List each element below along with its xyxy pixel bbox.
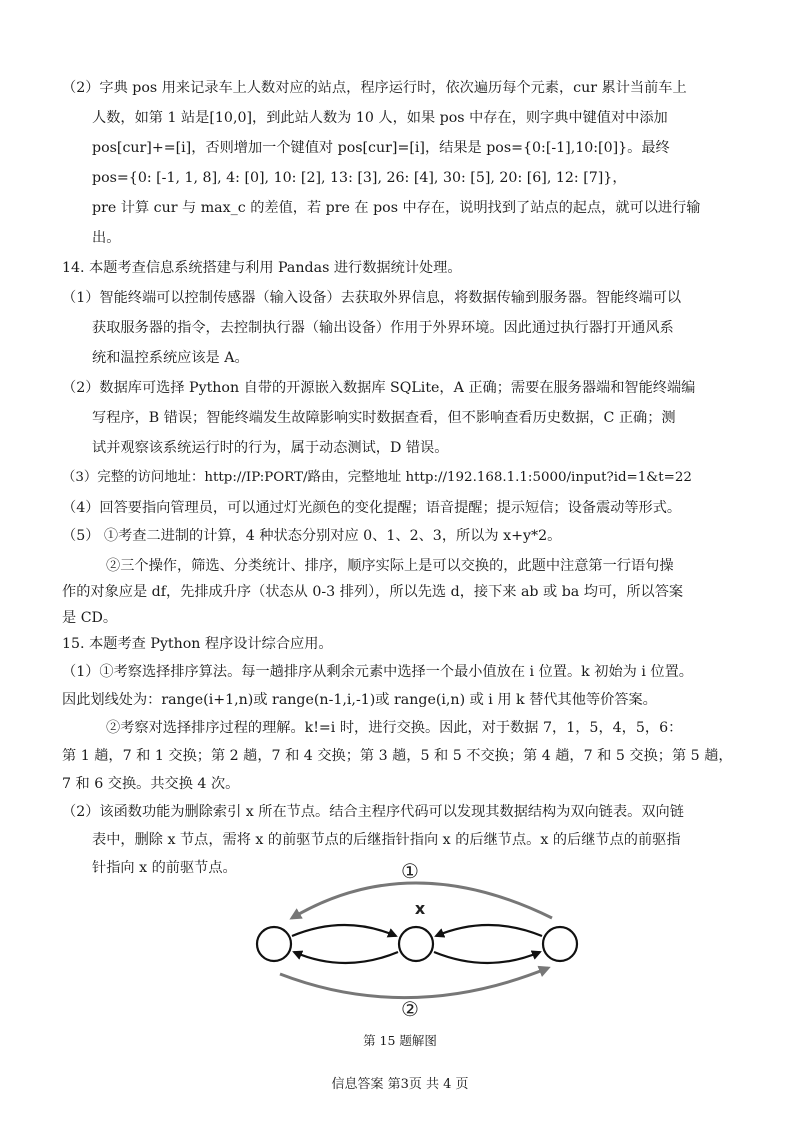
page-footer: 信息答案 第3页 共 4 页 [331, 1077, 469, 1092]
node-prev [257, 927, 291, 961]
text-line: 是 CD。 [62, 610, 118, 626]
text-line: 统和温控系统应该是 A。 [92, 350, 249, 366]
linked-list-diagram [230, 856, 590, 1031]
next-pointer-x-to-next [434, 952, 540, 963]
text-line: （1）①考察选择排序算法。每一趟排序从剩余元素中选择一个最小值放在 i 位置。k 初始为 i 位置。 [62, 664, 693, 680]
text-line: （2）该函数功能为删除索引 x 所在节点。结合主程序代码可以发现其数据结构为双向链表。双向链 [62, 804, 684, 820]
prev-pointer-x-to-prev [294, 952, 398, 963]
node-next [543, 927, 577, 961]
section-heading-15: 15. 本题考查 Python 程序设计综合应用。 [62, 636, 333, 652]
label-node-x: x [414, 899, 426, 918]
text-line: pos[cur]+=[i]，否则增加一个键值对 pos[cur]=[i]，结果是 pos={0:[-1],10:[0]}。最终 [92, 140, 670, 156]
prev-pointer-next-to-x [436, 925, 542, 936]
text-line: （3）完整的访问地址：http://IP:PORT/路由，完整地址 http://192.168.1.1:5000/input?id=1&t=22 [62, 470, 692, 485]
text-line: （2）字典 pos 用来记录车上人数对应的站点，程序运行时，依次遍历每个元素，cur 累计当前车上 [62, 80, 687, 96]
text-line: （4）回答要指向管理员，可以通过灯光颜色的变化提醒；语音提醒；提示短信；设备震动等形式。 [62, 500, 682, 516]
text-line: （5） ①考查二进制的计算，4 种状态分别对应 0、1、2、3，所以为 x+y*2。 [62, 528, 562, 544]
text-line: （1）智能终端可以控制传感器（输入设备）去获取外界信息，将数据传输到服务器。智能终端可以 [62, 290, 682, 306]
text-line: ②三个操作，筛选、分类统计、排序，顺序实际上是可以交换的，此题中注意第一行语句操 [106, 558, 674, 574]
text-line: 因此划线处为：range(i+1,n)或 range(n-1,i,-1)或 range(i,n) 或 i 用 k 替代其他等价答案。 [62, 692, 657, 708]
pointer-arrow-step-2 [280, 968, 548, 998]
text-line: 表中，删除 x 节点，需将 x 的前驱节点的后继指针指向 x 的后继节点。x 的后继节点的前驱指 [92, 832, 681, 848]
text-line: 获取服务器的指令，去控制执行器（输出设备）作用于外界环境。因此通过执行器打开通风系 [92, 320, 674, 336]
label-step-2: ② [401, 997, 419, 1021]
text-line: 作的对象应是 df，先排成升序（状态从 0-3 排列），所以先选 d，接下来 ab 或 ba 均可，所以答案 [62, 584, 684, 600]
text-line: 试并观察该系统运行时的行为，属于动态测试，D 错误。 [92, 440, 449, 456]
text-line: 针指向 x 的前驱节点。 [92, 860, 237, 876]
text-line: 人数，如第 1 站是[10,0]，到此站人数为 10 人，如果 pos 中存在，则字典中键值对中添加 [92, 110, 668, 126]
text-line: 出。 [92, 230, 121, 246]
text-line: pre 计算 cur 与 max_c 的差值，若 pre 在 pos 中存在，说明找到了站点的起点，就可以进行输 [92, 200, 701, 216]
text-line: （2）数据库可选择 Python 自带的开源嵌入数据库 SQLite，A 正确；需要在服务器端和智能终端编 [62, 380, 696, 396]
label-step-1: ① [401, 859, 419, 883]
text-line: 7 和 6 交换。共交换 4 次。 [62, 776, 240, 792]
text-line: pos={0: [-1, 1, 8], 4: [0], 10: [2], 13: [3], 26: [4], 30: [5], 20: [6], 12: [7]}， [92, 170, 627, 186]
next-pointer-prev-to-x [292, 925, 396, 936]
figure-caption: 第 15 题解图 [363, 1033, 437, 1048]
node-x [399, 927, 433, 961]
text-line: 第 1 趟，7 和 1 交换；第 2 趟，7 和 4 交换；第 3 趟，5 和 5 不交换；第 4 趟，7 和 5 交换；第 5 趟， [62, 748, 733, 764]
text-line: ②考察对选择排序过程的理解。k!=i 时，进行交换。因此，对于数据 7，1，5，4，5，6： [106, 720, 683, 736]
text-line: 写程序，B 错误；智能终端发生故障影响实时数据查看，但不影响查看历史数据，C 正确；测 [92, 410, 676, 426]
section-heading-14: 14. 本题考查信息系统搭建与利用 Pandas 进行数据统计处理。 [62, 260, 462, 276]
